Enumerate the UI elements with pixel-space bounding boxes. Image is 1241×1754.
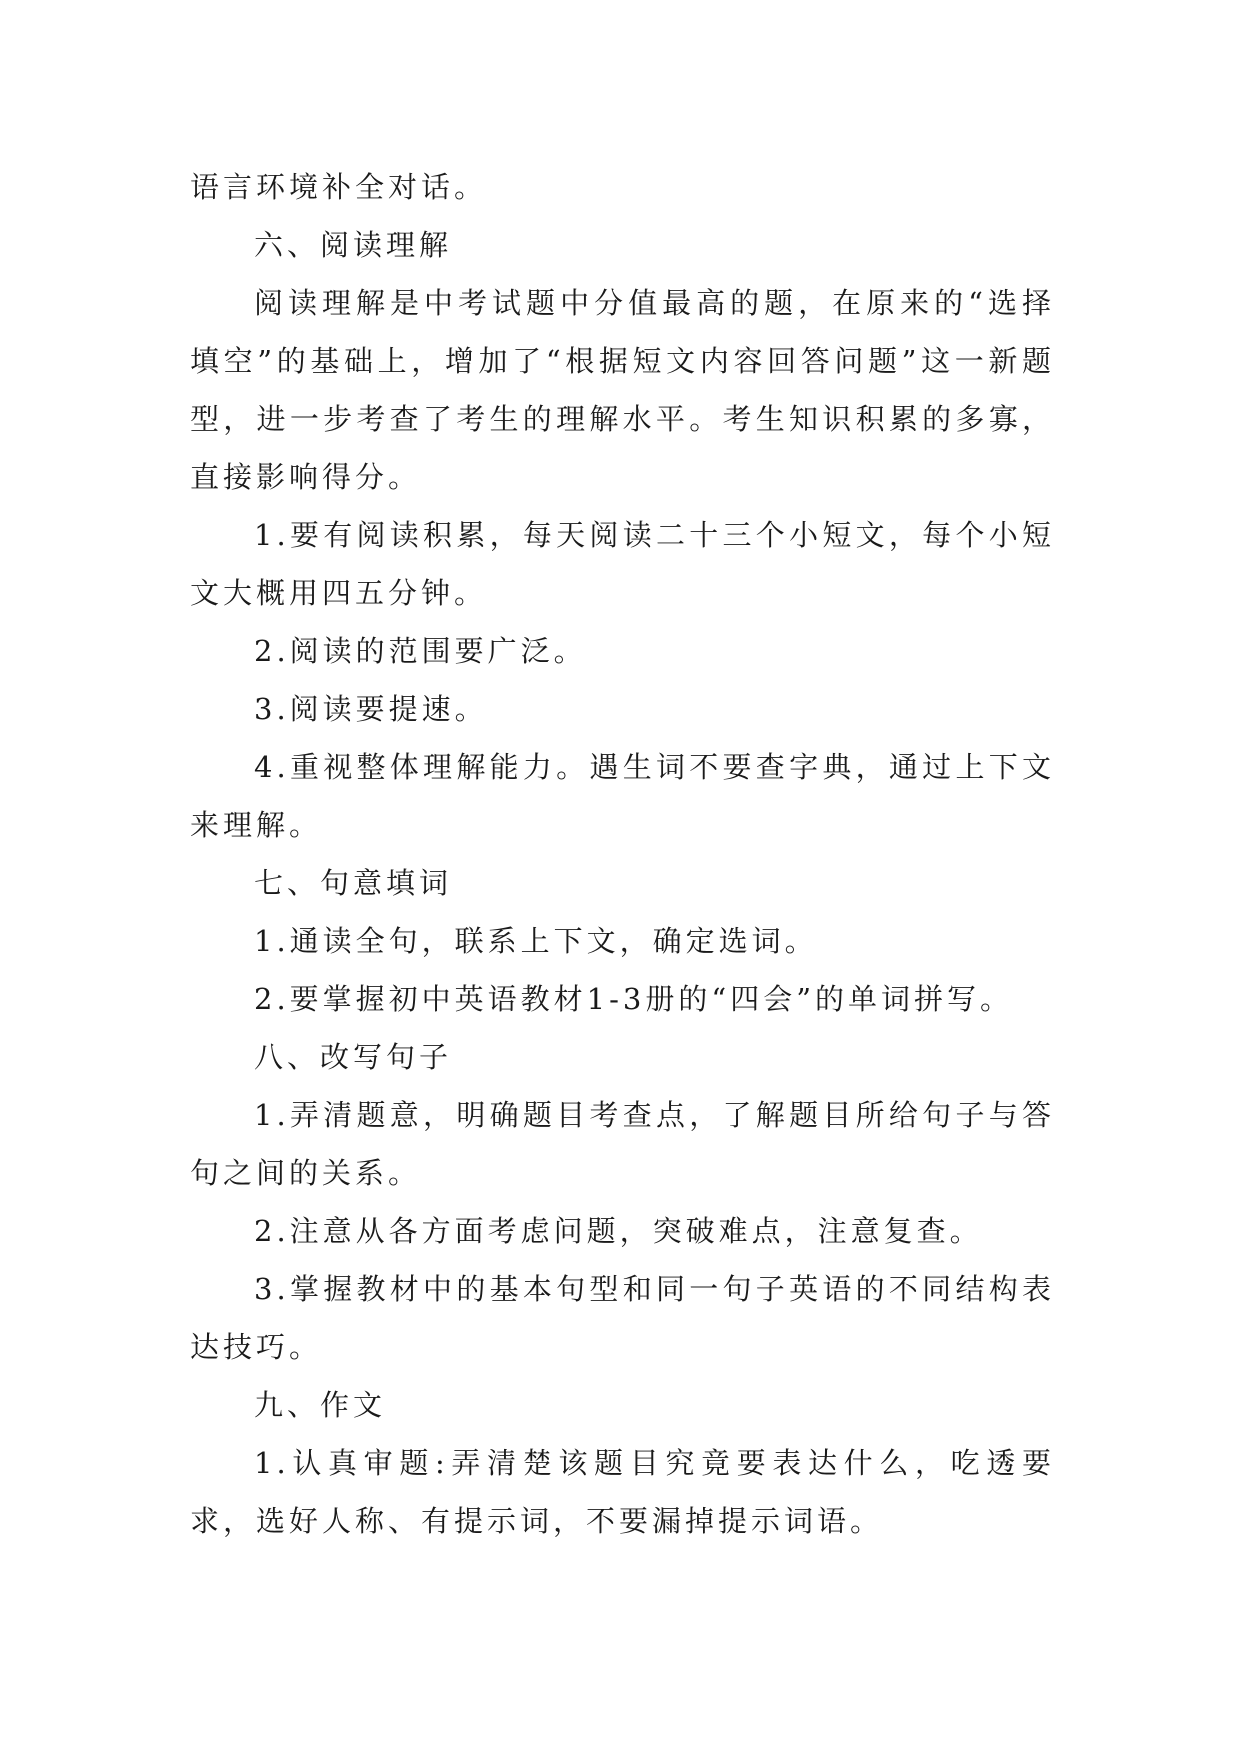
list-item-rewrite-3: 3.掌握教材中的基本句型和同一句子英语的不同结构表达技巧。 xyxy=(190,1272,1055,1364)
section-heading-rewrite: 八、改写句子 xyxy=(254,1040,453,1074)
list-item-rewrite-2: 2.注意从各方面考虑问题，突破难点，注意复查。 xyxy=(254,1214,983,1248)
section-heading-composition: 九、作文 xyxy=(254,1388,387,1422)
paragraph-reading-intro: 阅读理解是中考试题中分值最高的题，在原来的“选择填空”的基础上，增加了“根据短文内容回答问题”这一新题型，进一步考查了考生的理解水平。考生知识积累的多寡，直接影响得分。 xyxy=(190,286,1055,494)
list-item-reading-3: 3.阅读要提速。 xyxy=(254,692,488,726)
list-item-fill-words-2: 2.要掌握初中英语教材1-3册的“四会”的单词拼写。 xyxy=(254,982,1014,1016)
list-item-rewrite-1: 1.弄清题意，明确题目考查点，了解题目所给句子与答句之间的关系。 xyxy=(190,1098,1055,1190)
list-item-composition-1: 1.认真审题:弄清楚该题目究竟要表达什么，吃透要求，选好人称、有提示词，不要漏掉提示词语。 xyxy=(190,1446,1055,1538)
list-item-fill-words-1: 1.通读全句，联系上下文，确定选词。 xyxy=(254,924,818,958)
list-item-reading-2: 2.阅读的范围要广泛。 xyxy=(254,634,587,668)
paragraph-continuation: 语言环境补全对话。 xyxy=(190,170,488,204)
section-heading-fill-words: 七、句意填词 xyxy=(254,866,453,900)
list-item-reading-1: 1.要有阅读积累，每天阅读二十三个小短文，每个小短文大概用四五分钟。 xyxy=(190,518,1055,610)
section-heading-reading: 六、阅读理解 xyxy=(254,228,453,262)
list-item-reading-4: 4.重视整体理解能力。遇生词不要查字典，通过上下文来理解。 xyxy=(190,750,1055,842)
document-page xyxy=(190,158,1055,1550)
